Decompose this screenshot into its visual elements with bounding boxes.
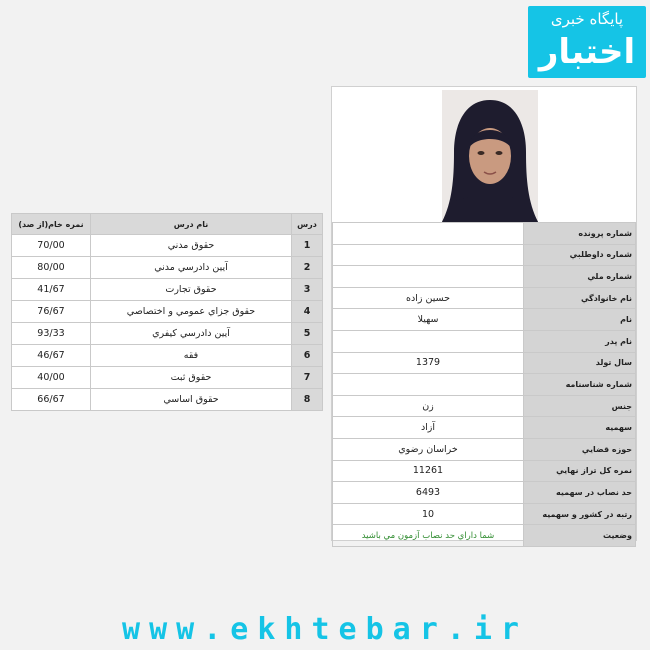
course-row bbox=[12, 235, 323, 257]
course-name: حقوق اساسي bbox=[91, 389, 292, 411]
status-value: شما داراي حد نصاب آزمون مي باشيد bbox=[333, 525, 524, 547]
info-label: نام خانوادگي bbox=[524, 287, 636, 309]
course-row bbox=[12, 367, 323, 389]
course-number: 2 bbox=[292, 257, 323, 279]
course-name: حقوق تجارت bbox=[91, 279, 292, 301]
info-label: جنس bbox=[524, 395, 636, 417]
info-row bbox=[333, 417, 636, 439]
info-value: زن bbox=[333, 395, 524, 417]
course-number: 7 bbox=[292, 367, 323, 389]
info-label: نام پدر bbox=[524, 330, 636, 352]
info-label: شماره پرونده bbox=[524, 223, 636, 245]
result-card bbox=[331, 86, 637, 541]
info-value: آزاد bbox=[333, 417, 524, 439]
info-row bbox=[333, 287, 636, 309]
candidate-photo bbox=[442, 90, 538, 222]
info-row bbox=[333, 395, 636, 417]
info-value bbox=[333, 244, 524, 266]
header-raw-score: نمره خام(از صد) bbox=[12, 214, 91, 235]
course-number: 4 bbox=[292, 301, 323, 323]
course-score: 41/67 bbox=[12, 279, 91, 301]
course-number: 5 bbox=[292, 323, 323, 345]
info-value: حسين زاده bbox=[333, 287, 524, 309]
info-value bbox=[333, 266, 524, 288]
course-row bbox=[12, 389, 323, 411]
header-course-name: نام درس bbox=[91, 214, 292, 235]
info-value bbox=[333, 223, 524, 245]
course-score: 76/67 bbox=[12, 301, 91, 323]
logo-subtitle: پایگاه خبری bbox=[550, 10, 624, 28]
course-score: 80/00 bbox=[12, 257, 91, 279]
course-name: آيين دادرسي كيفري bbox=[91, 323, 292, 345]
info-row bbox=[333, 330, 636, 352]
course-row bbox=[12, 345, 323, 367]
course-name: حقوق مدني bbox=[91, 235, 292, 257]
info-row bbox=[333, 460, 636, 482]
info-label: سهميه bbox=[524, 417, 636, 439]
info-label: رتبه در كشور و سهميه bbox=[524, 503, 636, 525]
course-row bbox=[12, 279, 323, 301]
candidate-photo-image bbox=[442, 90, 538, 222]
course-score: 46/67 bbox=[12, 345, 91, 367]
info-value bbox=[333, 330, 524, 352]
course-score: 70/00 bbox=[12, 235, 91, 257]
info-value: خراسان رضوي bbox=[333, 438, 524, 460]
info-label: شماره شناسنامه bbox=[524, 374, 636, 396]
courses-table bbox=[11, 213, 323, 411]
info-value bbox=[333, 374, 524, 396]
header-course-number: درس bbox=[292, 214, 323, 235]
info-row bbox=[333, 482, 636, 504]
course-number: 8 bbox=[292, 389, 323, 411]
courses-header-row bbox=[12, 214, 323, 235]
course-row bbox=[12, 257, 323, 279]
info-row bbox=[333, 244, 636, 266]
course-number: 3 bbox=[292, 279, 323, 301]
course-row bbox=[12, 301, 323, 323]
info-label: شماره داوطلبي bbox=[524, 244, 636, 266]
info-label: سال تولد bbox=[524, 352, 636, 374]
site-logo bbox=[528, 6, 646, 78]
info-row bbox=[333, 352, 636, 374]
info-value: سهيلا bbox=[333, 309, 524, 331]
info-label: حوزه قضايي bbox=[524, 438, 636, 460]
course-score: 93/33 bbox=[12, 323, 91, 345]
course-name: فقه bbox=[91, 345, 292, 367]
course-name: حقوق جزاي عمومي و اختصاصي bbox=[91, 301, 292, 323]
course-name: حقوق ثبت bbox=[91, 367, 292, 389]
status-row bbox=[333, 525, 636, 547]
course-score: 66/67 bbox=[12, 389, 91, 411]
course-score: 40/00 bbox=[12, 367, 91, 389]
info-value: 1379 bbox=[333, 352, 524, 374]
course-number: 1 bbox=[292, 235, 323, 257]
info-row bbox=[333, 223, 636, 245]
info-row bbox=[333, 266, 636, 288]
candidate-info-table bbox=[332, 222, 636, 547]
logo-title: اختبار bbox=[538, 32, 636, 72]
info-label: شماره ملي bbox=[524, 266, 636, 288]
info-row bbox=[333, 309, 636, 331]
info-label: حد نصاب در سهميه bbox=[524, 482, 636, 504]
info-row bbox=[333, 503, 636, 525]
info-value: 10 bbox=[333, 503, 524, 525]
info-label: نام bbox=[524, 309, 636, 331]
info-row bbox=[333, 374, 636, 396]
course-number: 6 bbox=[292, 345, 323, 367]
info-value: 6493 bbox=[333, 482, 524, 504]
course-name: آيين دادرسي مدني bbox=[91, 257, 292, 279]
info-value: 11261 bbox=[333, 460, 524, 482]
course-row bbox=[12, 323, 323, 345]
status-label: وضعيت bbox=[524, 525, 636, 547]
footer-url: www.ekhtebar.ir bbox=[122, 612, 528, 647]
info-row bbox=[333, 438, 636, 460]
info-label: نمره كل تراز نهايي bbox=[524, 460, 636, 482]
